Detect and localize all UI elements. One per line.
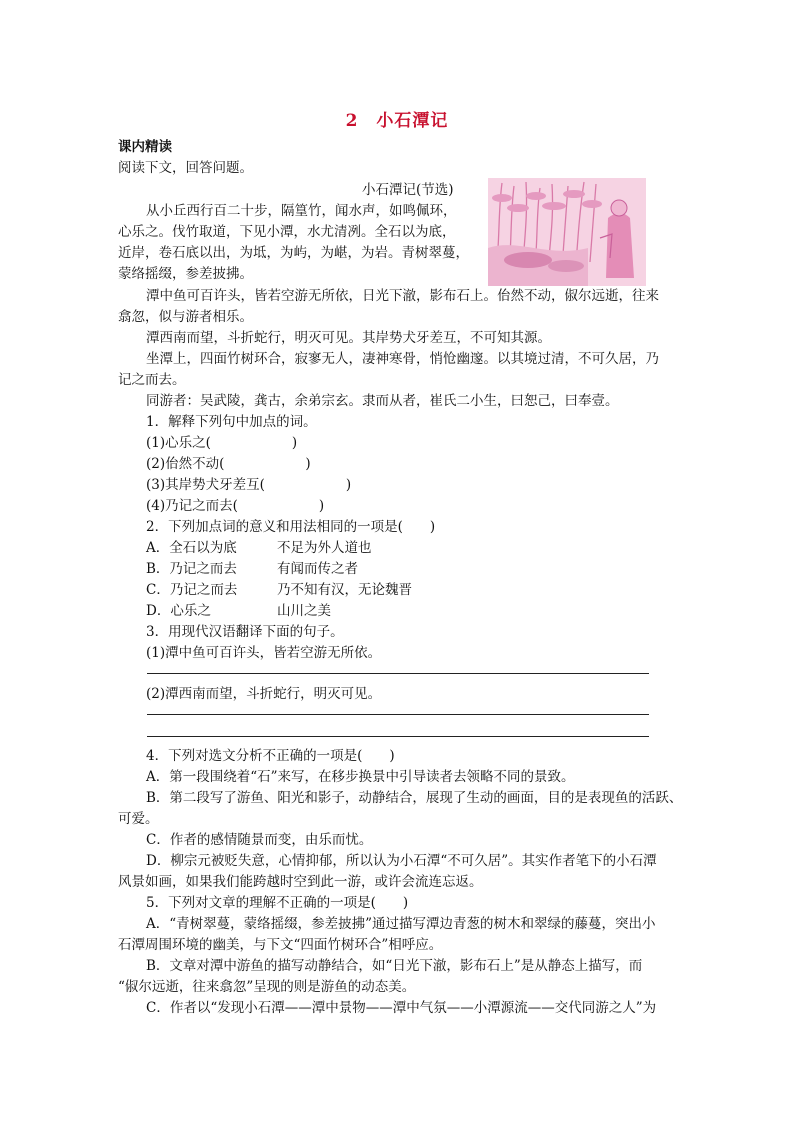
option-left: A．全石以为底 [146, 540, 237, 556]
passage-line: 蒙络摇缀，参差披拂。 [118, 266, 253, 282]
question-2-option [146, 601, 331, 621]
question-5-option: “俶尔远逝，往来翕忽”呈现的则是游鱼的动态美。 [118, 979, 416, 995]
reading-instruction: 阅读下文，回答问题。 [118, 160, 253, 176]
lesson-title: 2 小石潭记 [345, 111, 449, 131]
answer-line[interactable] [147, 673, 649, 674]
question-2-option [146, 538, 372, 558]
passage-line: 坐潭上，四面竹树环合，寂寥无人，凄神寒骨，悄怆幽邃。以其境过清，不可久居，乃 [146, 351, 659, 367]
answer-line[interactable] [147, 736, 649, 737]
question-3-sentence: (1)潭中鱼可百许头，皆若空游无所依。 [146, 645, 382, 661]
question-2-option [146, 559, 358, 579]
question-5-option: B．文章对潭中游鱼的描写动静结合，如“日光下澈，影布石上”是从静态上描写，而 [146, 958, 643, 974]
question-1-item: (3)其岸势犬牙差互( ) [146, 477, 352, 493]
passage-line: 记之而去。 [118, 372, 186, 388]
passage-line: 从小丘西行百二十步，隔篁竹，闻水声，如鸣佩环， [146, 203, 457, 219]
passage-line: 翕忽，似与游者相乐。 [118, 309, 253, 325]
answer-line[interactable] [147, 714, 649, 715]
question-1-stem: 1．解释下列句中加点的词。 [146, 414, 317, 430]
question-4-option: C．作者的感情随景而变，由乐而忧。 [146, 832, 373, 848]
question-1-item: (4)乃记之而去( ) [146, 498, 325, 514]
question-3-stem: 3．用现代汉语翻译下面的句子。 [146, 624, 344, 640]
question-4-option: A．第一段围绕着“石”来写，在移步换景中引导读者去领略不同的景致。 [146, 769, 575, 785]
option-right: 有闻而传之者 [277, 561, 358, 577]
question-5-option: C．作者以“发现小石潭——潭中景物——潭中气氛——小潭源流——交代同游之人”为 [146, 1000, 657, 1016]
option-right: 山川之美 [277, 603, 331, 619]
question-1-item: (2)佁然不动( ) [146, 456, 311, 472]
question-4-option: D．柳宗元被贬失意，心情抑郁，所以认为小石潭“不可久居”。其实作者笔下的小石潭 [146, 853, 657, 869]
passage-line: 心乐之。伐竹取道，下见小潭，水尤清冽。全石以为底， [118, 224, 456, 240]
passage-line: 潭中鱼可百许头，皆若空游无所依，日光下澈，影布石上。佁然不动，俶尔远逝，往来 [146, 288, 659, 304]
passage-title: 小石潭记(节选) [362, 182, 454, 198]
section-heading: 课内精读 [118, 139, 172, 155]
illustration-image [488, 178, 646, 286]
option-left: D．心乐之 [146, 603, 211, 619]
question-5-option: 石潭周围环境的幽美，与下文“四面竹树环合”相呼应。 [118, 937, 443, 953]
passage-line: 同游者：吴武陵，龚古，余弟宗玄。隶而从者，崔氏二小生，曰恕己，曰奉壹。 [146, 393, 619, 409]
question-2-stem: 2．下列加点词的意义和用法相同的一项是( ) [146, 519, 436, 535]
option-left: B．乃记之而去 [146, 561, 237, 577]
question-3-sentence: (2)潭西南而望，斗折蛇行，明灭可见。 [146, 686, 382, 702]
question-5-stem: 5．下列对文章的理解不正确的一项是( ) [146, 895, 409, 911]
question-4-option: B．第二段写了游鱼、阳光和影子，动静结合，展现了生动的画面，目的是表现鱼的活跃、 [146, 790, 683, 806]
option-right: 不足为外人道也 [277, 540, 372, 556]
question-4-option: 风景如画，如果我们能跨越时空到此一游，或许会流连忘返。 [118, 874, 483, 890]
passage-line: 潭西南而望，斗折蛇行，明灭可见。其岸势犬牙差互，不可知其源。 [146, 330, 551, 346]
question-5-option: A．“青树翠蔓，蒙络摇缀，参差披拂”通过描写潭边青葱的树木和翠绿的藤蔓，突出小 [146, 916, 656, 932]
option-left: C．乃记之而去 [146, 582, 238, 598]
question-1-item: (1)心乐之( ) [146, 435, 298, 451]
passage-line: 近岸，卷石底以出，为坻，为屿，为嵁，为岩。青树翠蔓， [118, 245, 469, 261]
question-4-option: 可爱。 [118, 811, 159, 827]
option-right: 乃不知有汉，无论魏晋 [277, 582, 412, 598]
question-2-option [146, 580, 412, 600]
question-4-stem: 4．下列对选文分析不正确的一项是( ) [146, 748, 395, 764]
